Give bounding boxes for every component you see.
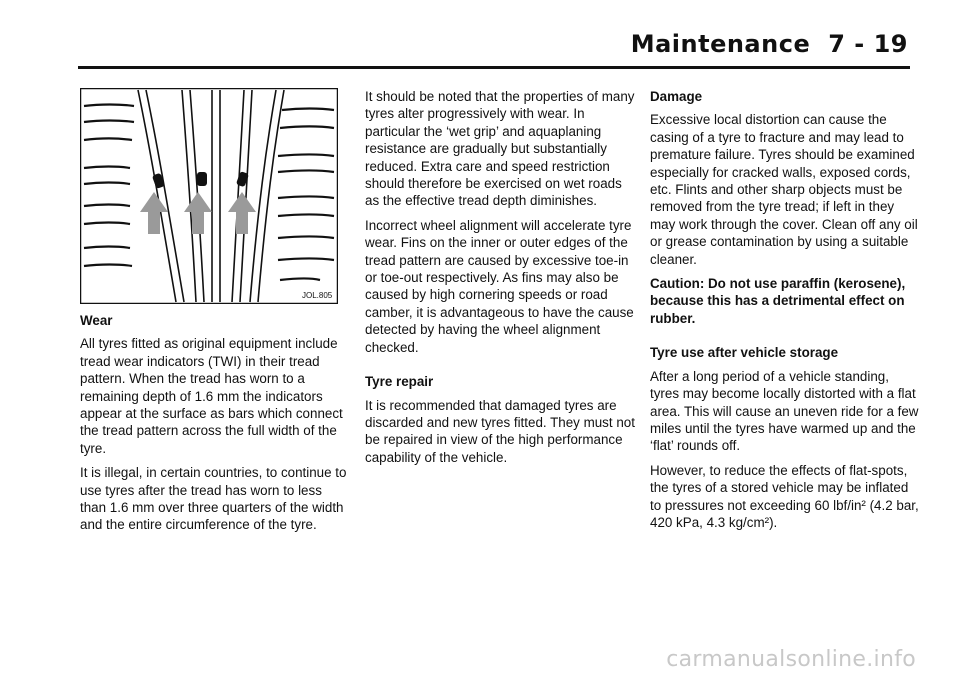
wear-paragraph-2: It is illegal, in certain countries, to continue to use tyres after the tread has worn to less than 1.6 mm over three quarters of the width and the entire circumference of the tyre.	[80, 465, 347, 533]
heading-tyre-repair: Tyre repair	[365, 374, 434, 390]
wear-paragraph-3: It should be noted that the properties of many tyres alter progressively with wear. In particular the ‘wet grip’ and aquaplaning resistance are gradually but substantially reduced. Extra care and speed restriction should therefore be exercised on wet roads as the effective tread depth diminishes.	[365, 89, 635, 209]
page-number: 7 - 19	[828, 30, 908, 58]
page-header	[631, 30, 908, 58]
heading-wear: Wear	[80, 313, 113, 328]
header-rule	[78, 66, 910, 69]
storage-paragraph-2: However, to reduce the effects of flat-spots, the tyres of a stored vehicle may be inflated to pressures not exceeding 60 lbf/in² (4.2 bar, 420 kPa, 4.3 kg/cm²).	[650, 462, 919, 530]
tyre-repair-paragraph: It is recommended that damaged tyres are discarded and new tyres fitted. They must not be repaired in view of the high performance capability of the vehicle.	[365, 397, 635, 465]
storage-paragraph-1: After a long period of a vehicle standing, tyres may become locally distorted with a flat area. This will cause an uneven ride for a few miles until the tyres have warmed up and the ‘flat’ rounds off.	[650, 368, 919, 454]
caution-note: Caution: Do not use paraffin (kerosene), because this has a detrimental effect on rubber.	[650, 276, 906, 326]
watermark: carmanualsonline.info	[666, 647, 916, 672]
column-3	[650, 88, 920, 538]
section-title: Maintenance	[630, 30, 811, 58]
figure-code: JOL.805	[302, 291, 333, 300]
column-2	[365, 88, 635, 473]
column-1	[80, 88, 350, 541]
tread-illustration	[80, 88, 338, 304]
heading-storage: Tyre use after vehicle storage	[650, 345, 839, 361]
tread-wear-figure	[80, 88, 338, 304]
heading-damage: Damage	[650, 89, 703, 104]
alignment-paragraph: Incorrect wheel alignment will accelerate tyre wear. Fins on the inner or outer edges of the tread pattern are caused by excessive toe-in or toe-out respectively. As fins may also be caused by high cornering speeds or road camber, it is advantageous to have the cause detected by having the wheel alignment checked.	[365, 217, 634, 355]
wear-paragraph-1: All tyres fitted as original equipment include tread wear indicators (TWI) in their tread pattern. When the tread has worn to a remaining depth of 1.6 mm the indicators appear at the surface as bars which connect the tread pattern across the full width of the tyre.	[80, 336, 343, 456]
damage-paragraph: Excessive local distortion can cause the casing of a tyre to fracture and may lead to premature failure. Tyres should be examined especially for cracked walls, exposed cords, etc. Flints and other sharp objects must be removed from the tyre tread; if left in they may work through the cover. Clean off any oil or grease contamination by using a suitable cleaner.	[650, 112, 918, 267]
